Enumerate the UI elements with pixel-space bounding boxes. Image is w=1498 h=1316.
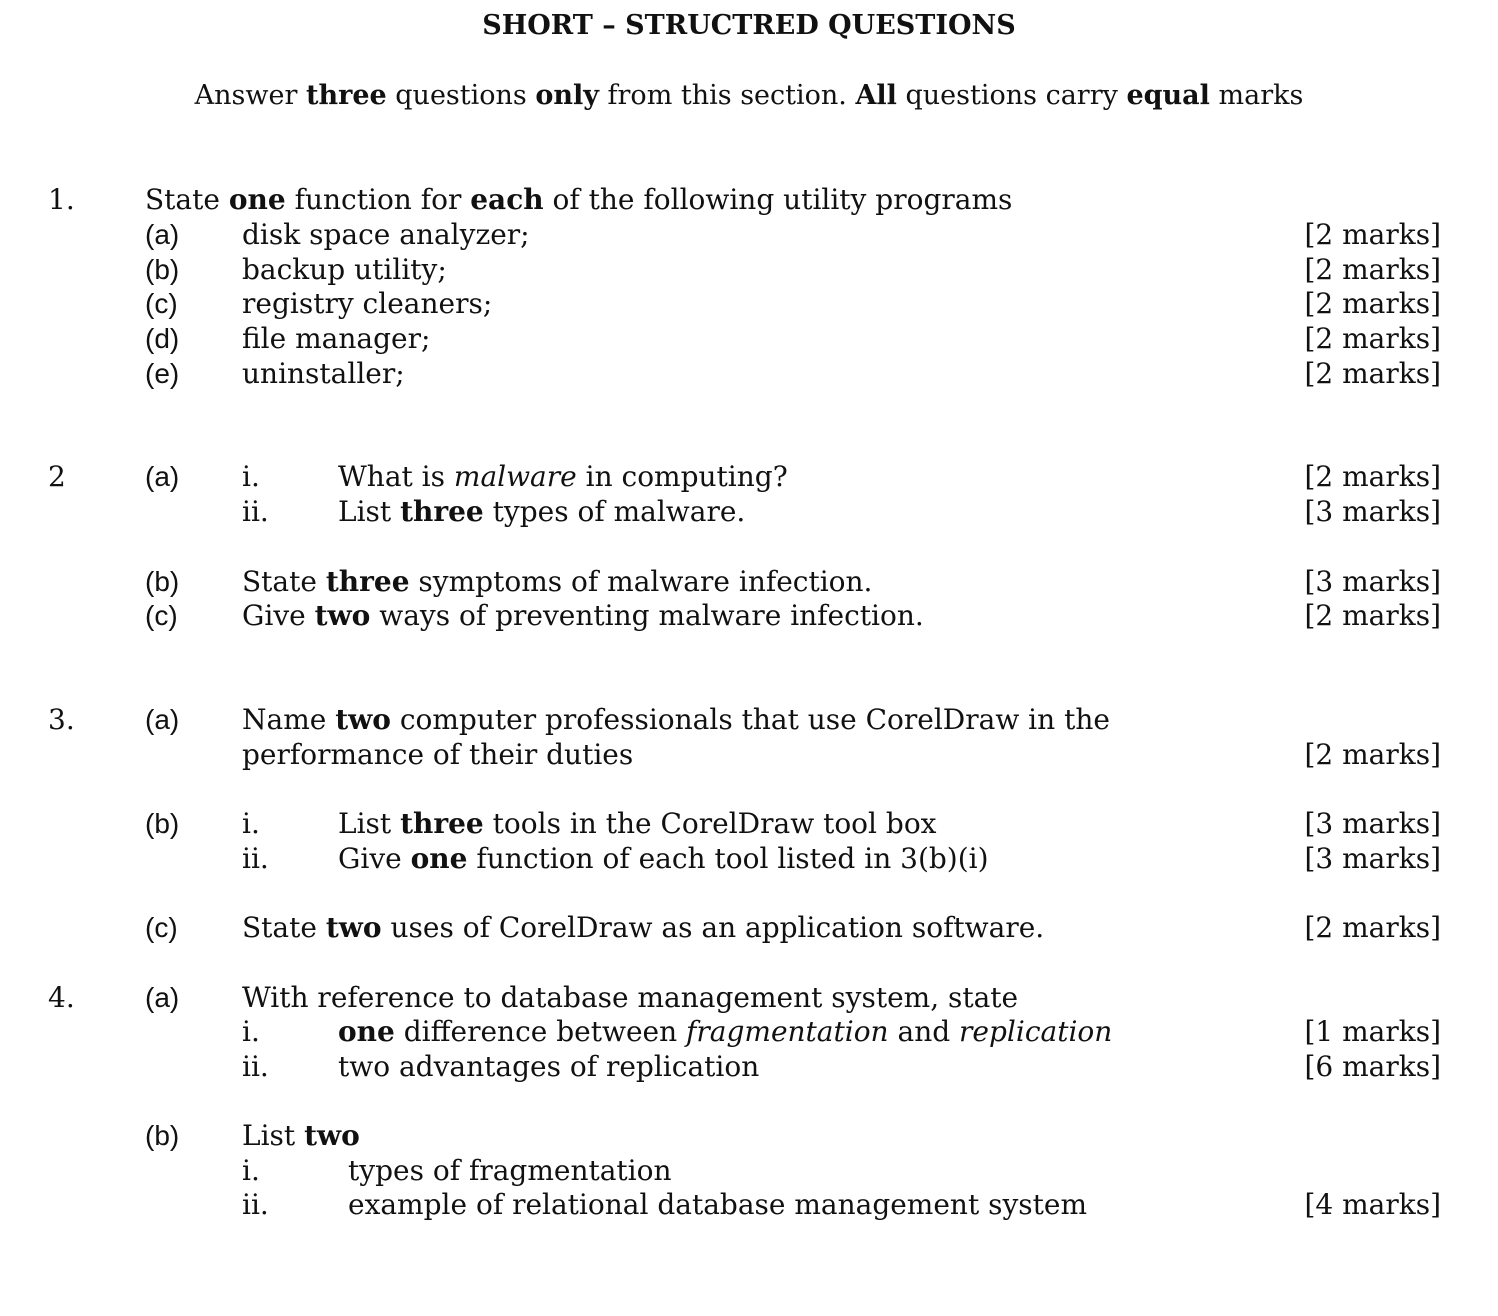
question-2-part-b <box>0 564 1498 600</box>
part-label: (c) <box>145 288 178 319</box>
marks: [3 marks] <box>1304 842 1441 875</box>
part-text: one difference between fragmentation and replication <box>338 1015 1113 1048</box>
part-text: What is malware in computing? <box>338 460 788 493</box>
marks: [2 marks] <box>1304 357 1441 390</box>
question-2-part-c <box>0 598 1498 634</box>
part-text: uninstaller; <box>242 357 405 390</box>
question-number: 1. <box>48 183 75 216</box>
marks: [2 marks] <box>1304 460 1441 493</box>
section-instructions: Answer three questions only from this section. All questions carry equal marks <box>194 80 1304 111</box>
question-number: 2 <box>48 460 66 493</box>
marks: [3 marks] <box>1304 565 1441 598</box>
part-label: (c) <box>145 600 178 631</box>
question-4-part-b-i <box>0 1153 1498 1189</box>
part-label: (b) <box>145 1120 180 1151</box>
marks: [2 marks] <box>1304 599 1441 632</box>
roman-numeral: ii. <box>242 1050 269 1083</box>
part-text: example of relational database management system <box>348 1188 1088 1221</box>
part-label: (c) <box>145 912 178 943</box>
part-text: State two uses of CorelDraw as an application software. <box>242 911 1045 944</box>
question-3-part-a <box>0 702 1498 738</box>
question-text: State one function for each of the following utility programs <box>145 183 1013 216</box>
marks: [6 marks] <box>1304 1050 1441 1083</box>
roman-numeral: ii. <box>242 495 269 528</box>
question-4-part-a-i <box>0 1014 1498 1050</box>
question-number: 3. <box>48 703 75 736</box>
marks: [2 marks] <box>1304 911 1441 944</box>
part-text: backup utility; <box>242 253 447 286</box>
part-text: two advantages of replication <box>338 1050 760 1083</box>
part-text: file manager; <box>242 322 431 355</box>
part-text: registry cleaners; <box>242 287 493 320</box>
part-text: Name two computer professionals that use CorelDraw in the <box>242 703 1110 736</box>
question-1-stem <box>0 182 1498 218</box>
roman-numeral: i. <box>242 807 260 840</box>
part-label: (a) <box>145 982 180 1013</box>
question-4-part-a-ii <box>0 1049 1498 1085</box>
question-2-part-a-i <box>0 459 1498 495</box>
question-3-part-c <box>0 910 1498 946</box>
roman-numeral: ii. <box>242 1188 269 1221</box>
question-4-part-b <box>0 1118 1498 1154</box>
part-text: Give two ways of preventing malware infection. <box>242 599 924 632</box>
part-text: Give one function of each tool listed in 3(b)(i) <box>338 842 989 875</box>
question-2-part-a-ii <box>0 494 1498 530</box>
part-text: types of fragmentation <box>348 1154 672 1187</box>
part-label: (a) <box>145 704 180 735</box>
question-1-part-e <box>0 356 1498 392</box>
section-title: SHORT – STRUCTRED QUESTIONS <box>482 10 1016 41</box>
part-text: With reference to database management system, state <box>242 981 1019 1014</box>
question-3-part-a-continued <box>0 737 1498 773</box>
roman-numeral: ii. <box>242 842 269 875</box>
marks: [3 marks] <box>1304 807 1441 840</box>
marks: [2 marks] <box>1304 253 1441 286</box>
part-text: List two <box>242 1119 360 1152</box>
marks: [3 marks] <box>1304 495 1441 528</box>
part-text: disk space analyzer; <box>242 218 530 251</box>
part-label: (a) <box>145 219 180 250</box>
marks: [2 marks] <box>1304 218 1441 251</box>
question-1-part-d <box>0 321 1498 357</box>
part-label: (e) <box>145 358 180 389</box>
question-3-part-b-ii <box>0 841 1498 877</box>
roman-numeral: i. <box>242 460 260 493</box>
part-text: List three tools in the CorelDraw tool box <box>338 807 937 840</box>
marks: [1 marks] <box>1304 1015 1441 1048</box>
marks: [2 marks] <box>1304 738 1441 771</box>
part-label: (b) <box>145 254 180 285</box>
question-1-part-c <box>0 286 1498 322</box>
question-3-part-b-i <box>0 806 1498 842</box>
question-4-part-b-ii <box>0 1187 1498 1223</box>
marks: [2 marks] <box>1304 287 1441 320</box>
question-1-part-b <box>0 252 1498 288</box>
roman-numeral: i. <box>242 1154 260 1187</box>
part-label: (a) <box>145 461 180 492</box>
roman-numeral: i. <box>242 1015 260 1048</box>
part-text: List three types of malware. <box>338 495 746 528</box>
part-label: (d) <box>145 323 180 354</box>
question-1-part-a <box>0 217 1498 253</box>
part-text: State three symptoms of malware infection. <box>242 565 873 598</box>
part-label: (b) <box>145 566 180 597</box>
part-label: (b) <box>145 808 180 839</box>
question-number: 4. <box>48 981 75 1014</box>
marks: [2 marks] <box>1304 322 1441 355</box>
marks: [4 marks] <box>1304 1188 1441 1221</box>
question-4-part-a <box>0 980 1498 1016</box>
part-text: performance of their duties <box>242 738 634 771</box>
